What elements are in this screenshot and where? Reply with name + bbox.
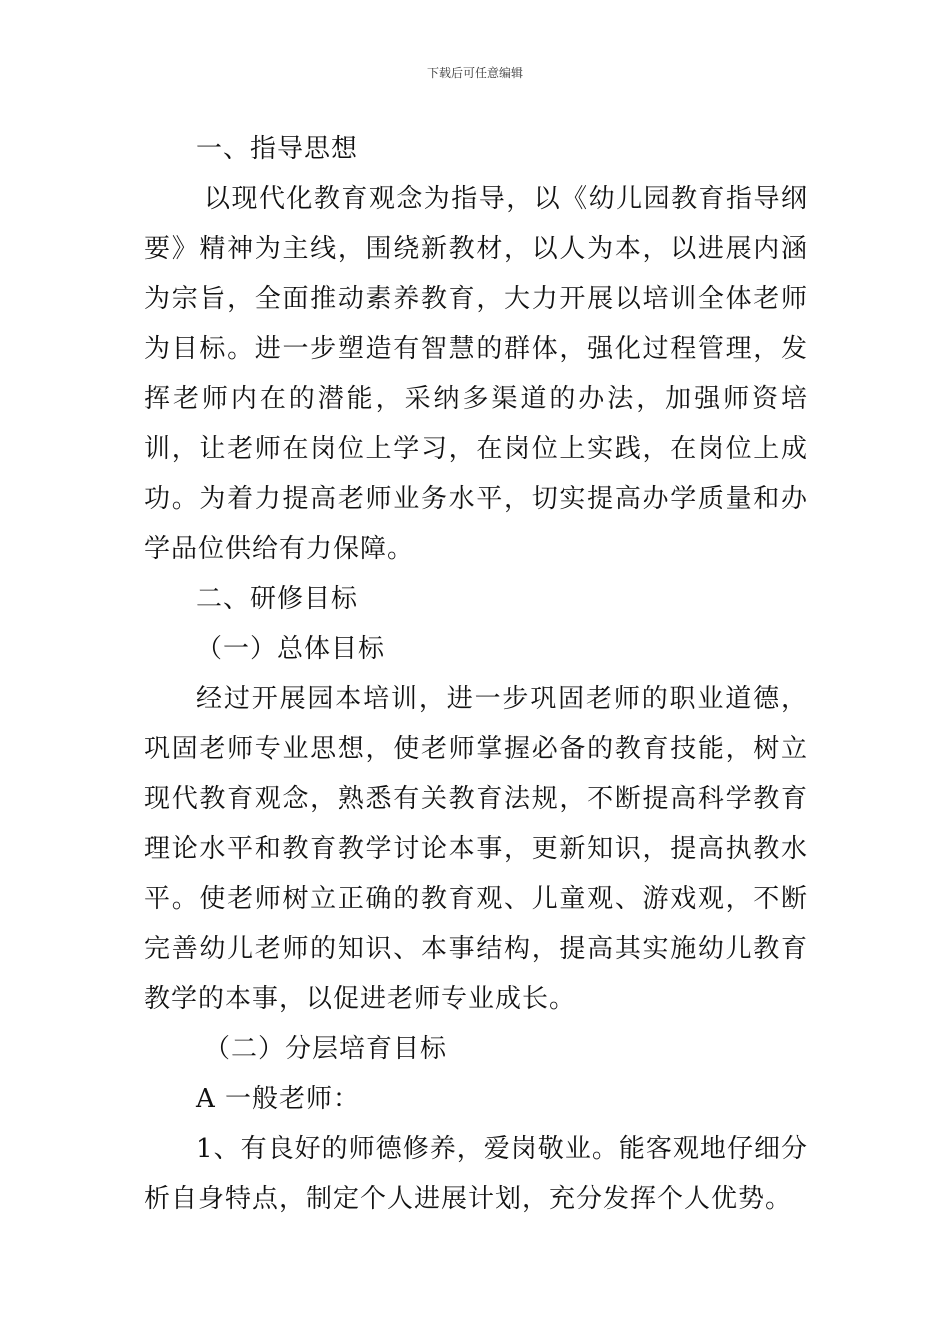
list-item-1: 1、有良好的师德修养，爱岗敬业。能客观地仔细分析自身特点，制定个人进展计划，充分发挥个人优势。 bbox=[144, 1134, 808, 1214]
page-header-note: 下载后可任意编辑 bbox=[426, 66, 523, 80]
section-heading-training-goals: 二、研修目标 bbox=[196, 584, 359, 614]
paragraph-guiding-ideology: 以现代化教育观念为指导，以《幼儿园教育指导纲要》精神为主线，围绕新教材，以人为本，以进展内涵为宗旨，全面推动素养教育，大力开展以培训全体老师为目标。进一步塑造有智慧的群体，强化过程管理，发挥老师内在的潜能，采纳多渠道的办法，加强师资培训，让老师在岗位上学习，在岗位上实践，在岗位上成功。为着力提高老师业务水平，切实提高办学质量和办学品位供给有力保障。 bbox=[144, 184, 808, 564]
subheading-overall-goals: （一）总体目标 bbox=[196, 634, 386, 664]
label-general-teachers: A 一般老师： bbox=[196, 1084, 361, 1114]
section-heading-guiding-ideology: 一、指导思想 bbox=[196, 134, 359, 164]
paragraph-overall-goals: 经过开展园本培训，进一步巩固老师的职业道德，巩固老师专业思想，使老师掌握必备的教育技能，树立现代教育观念，熟悉有关教育法规，不断提高科学教育理论水平和教育教学讨论本事，更新知识，提高执教水平。使老师树立正确的教育观、儿童观、游戏观，不断完善幼儿老师的知识、本事结构，提高其实施幼儿教育教学的本事，以促进老师专业成长。 bbox=[144, 684, 808, 1014]
document-body bbox=[144, 124, 808, 1224]
subheading-tiered-goals: （二）分层培育目标 bbox=[204, 1034, 448, 1064]
